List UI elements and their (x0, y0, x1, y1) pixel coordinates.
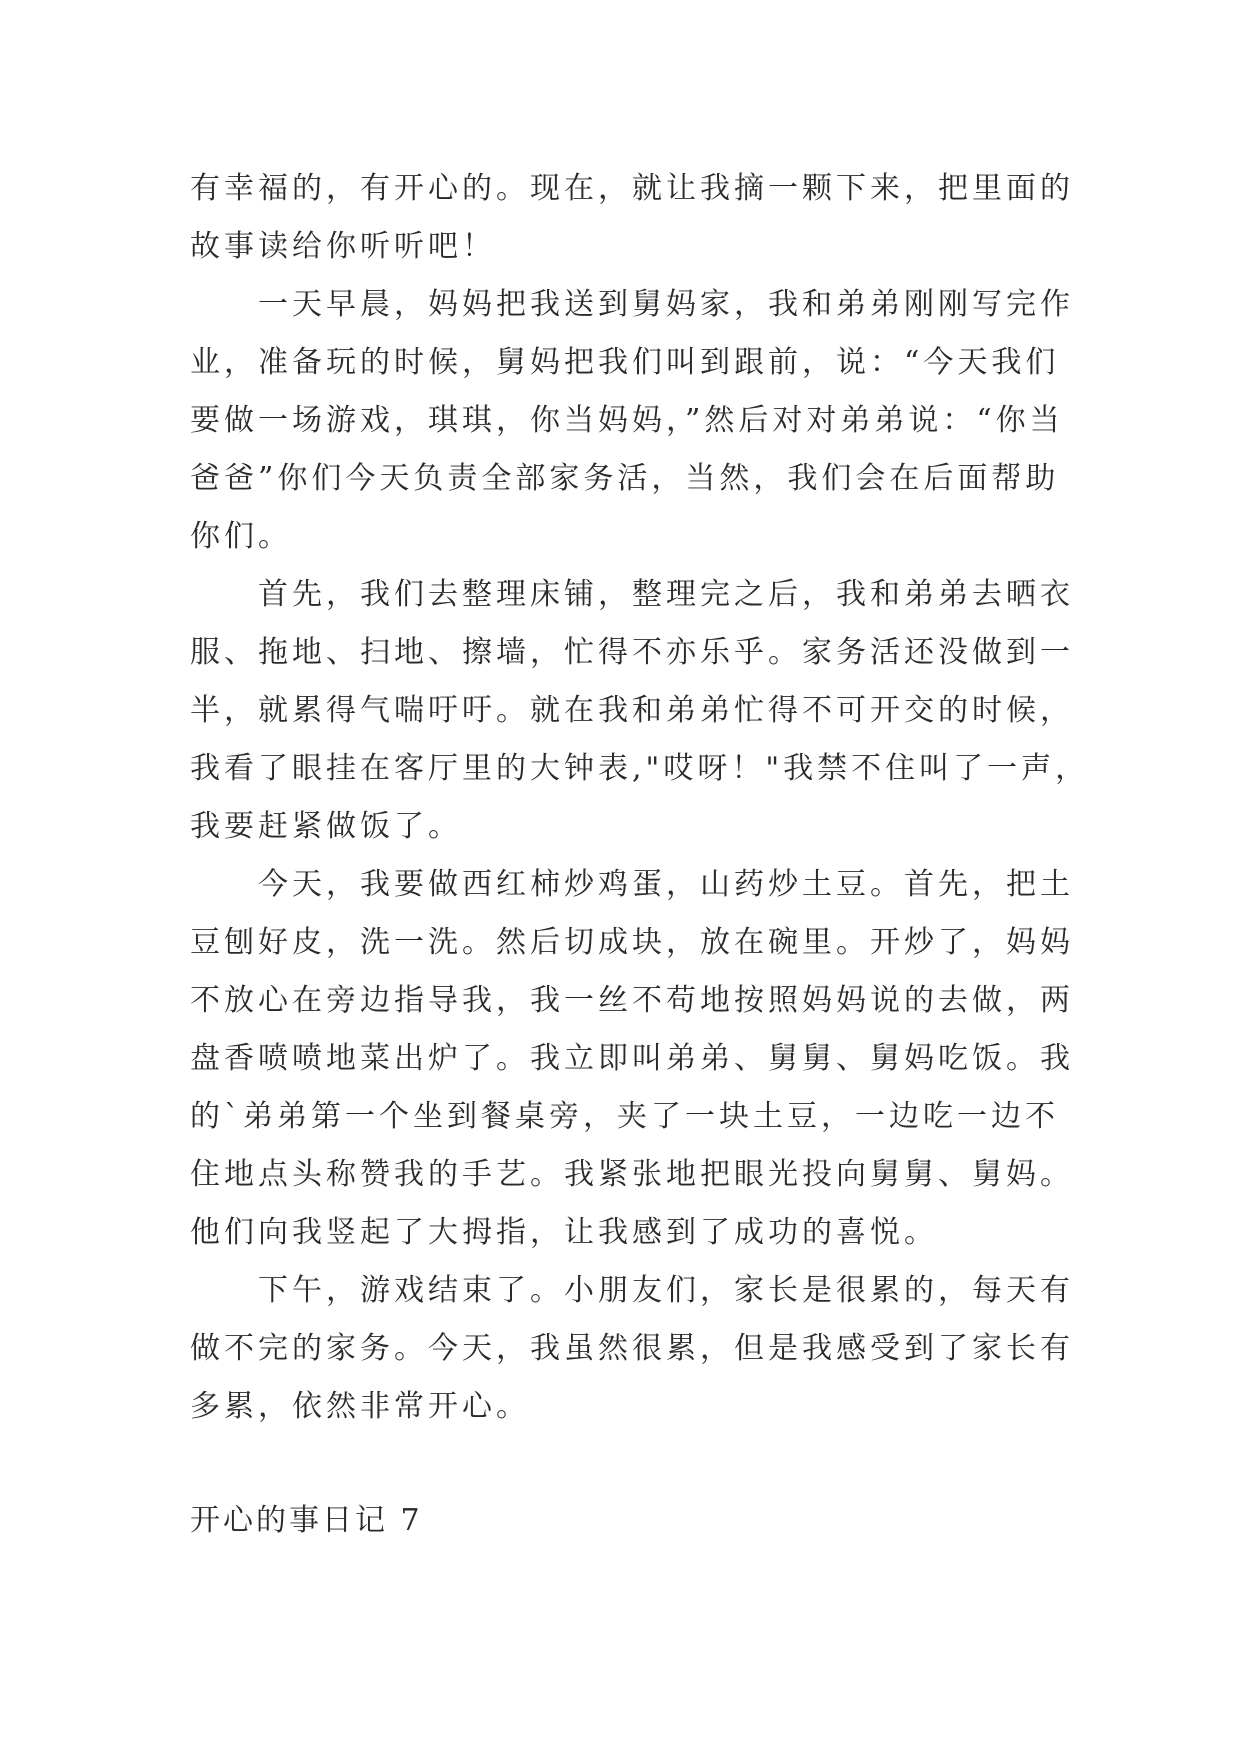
text-line: 今天，我要做西红柿炒鸡蛋，山药炒土豆。首先，把土 (258, 867, 1074, 902)
paragraph (190, 160, 1074, 276)
document-body (190, 160, 1090, 1436)
text-line: 要做一场游戏，琪琪，你当妈妈，”然后对对弟弟说：“你当 (190, 403, 1064, 438)
text-line: 我看了眼挂在客厅里的大钟表,"哎呀！"我禁不住叫了一声， (190, 751, 1090, 786)
text-line: 故事读给你听听吧！ (190, 229, 496, 264)
text-line: 半，就累得气喘吁吁。就在我和弟弟忙得不可开交的时候， (190, 693, 1074, 728)
text-line: 他们向我竖起了大拇指，让我感到了成功的喜悦。 (190, 1215, 938, 1250)
text-line: 你们。 (190, 519, 292, 554)
text-line: 做不完的家务。今天，我虽然很累，但是我感受到了家长有 (190, 1331, 1074, 1366)
text-line: 住地点头称赞我的手艺。我紧张地把眼光投向舅舅、舅妈。 (190, 1157, 1074, 1192)
text-line: 一天早晨，妈妈把我送到舅妈家，我和弟弟刚刚写完作 (258, 287, 1074, 322)
text-line: 服、拖地、扫地、擦墙，忙得不亦乐乎。家务活还没做到一 (190, 635, 1074, 670)
text-line: 多累，依然非常开心。 (190, 1389, 530, 1424)
paragraph (190, 276, 1074, 566)
text-line: 豆刨好皮，洗一洗。然后切成块，放在碗里。开炒了，妈妈 (190, 925, 1074, 960)
text-line: 业，准备玩的时候，舅妈把我们叫到跟前，说：“今天我们 (190, 345, 1060, 380)
text-line: 爸爸”你们今天负责全部家务活，当然，我们会在后面帮助 (190, 461, 1060, 496)
paragraph (190, 856, 1074, 1262)
text-line: 首先，我们去整理床铺，整理完之后，我和弟弟去晒衣 (258, 577, 1074, 612)
text-line: 下午，游戏结束了。小朋友们，家长是很累的，每天有 (258, 1273, 1074, 1308)
text-line: 的`弟弟第一个坐到餐桌旁，夹了一块土豆，一边吃一边不 (190, 1099, 1059, 1134)
text-line: 盘香喷喷地菜出炉了。我立即叫弟弟、舅舅、舅妈吃饭。我 (190, 1041, 1074, 1076)
text-line: 我要赶紧做饭了。 (190, 809, 462, 844)
section-heading: 开心的事日记 7 (190, 1503, 423, 1538)
text-line: 不放心在旁边指导我，我一丝不苟地按照妈妈说的去做，两 (190, 983, 1074, 1018)
paragraph (190, 566, 1090, 856)
text-line: 有幸福的，有开心的。现在，就让我摘一颗下来，把里面的 (190, 171, 1074, 206)
paragraph (190, 1262, 1074, 1436)
